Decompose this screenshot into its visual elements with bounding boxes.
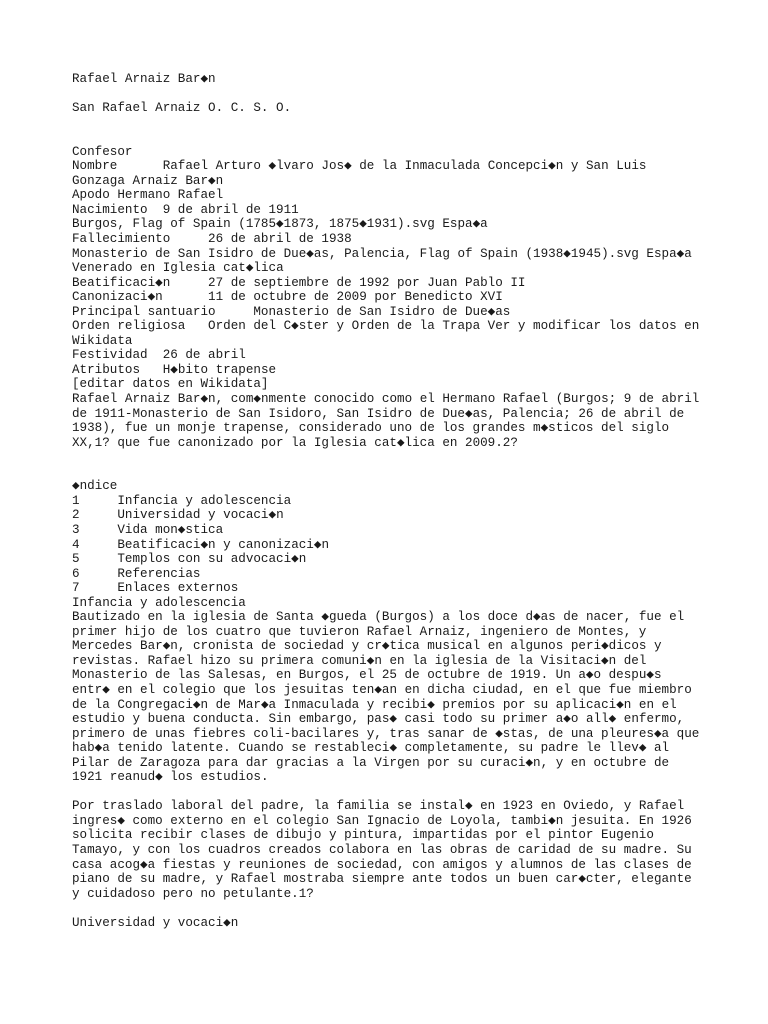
infobox-line: Apodo Hermano Rafael bbox=[72, 188, 224, 203]
blank-line bbox=[72, 130, 712, 145]
toc-item[interactable]: 3 Vida mon◆stica bbox=[72, 522, 224, 537]
toc-item[interactable]: 2 Universidad y vocaci◆n bbox=[72, 508, 284, 523]
body-paragraph-line: solicita recibir clases de dibujo y pintura, impartidas por el pintor Eugenio bbox=[72, 828, 654, 843]
section-heading: Universidad y vocaci◆n bbox=[72, 915, 239, 930]
toc-item[interactable]: 1 Infancia y adolescencia bbox=[72, 493, 292, 508]
infobox-line: Nacimiento 9 de abril de 1911 bbox=[72, 202, 299, 217]
document-body bbox=[72, 72, 712, 930]
body-paragraph-line: Por traslado laboral del padre, la familia se instal◆ en 1923 en Oviedo, y Rafael bbox=[72, 799, 685, 814]
intro-paragraph-line: Rafael Arnaiz Bar◆n, com◆nmente conocido como el Hermano Rafael (Burgos; 9 de abril bbox=[72, 392, 700, 407]
body-paragraph-line: revistas. Rafael hizo su primera comuni◆n en la iglesia de la Visitaci◆n del bbox=[72, 653, 647, 668]
doc-subtitle: San Rafael Arnaiz O. C. S. O. bbox=[72, 101, 292, 116]
intro-paragraph-line: 1938), fue un monje trapense, considerado uno de los grandes m◆sticos del siglo bbox=[72, 421, 670, 436]
infobox-line: Orden religiosa Orden del C◆ster y Orden de la Trapa Ver y modificar los datos en bbox=[72, 319, 700, 334]
intro-paragraph-line: XX,1? que fue canonizado por la Iglesia cat◆lica en 2009.2? bbox=[72, 435, 518, 450]
body-paragraph-line: Mercedes Bar◆n, cronista de sociedad y cr◆tica musical en algunos peri◆dicos y bbox=[72, 639, 662, 654]
section-heading: Infancia y adolescencia bbox=[72, 595, 246, 610]
infobox-line: Festividad 26 de abril bbox=[72, 348, 246, 363]
blank-line bbox=[72, 465, 712, 480]
toc-item[interactable]: 5 Templos con su advocaci◆n bbox=[72, 552, 307, 567]
body-paragraph-line: de la Congregaci◆n de Mar◆a Inmaculada y recibi◆ premios por su aplicaci◆n en el bbox=[72, 697, 677, 712]
body-paragraph-line: estudio y buena conducta. Sin embargo, pas◆ casi todo su primer a◆o all◆ enfermo, bbox=[72, 712, 685, 727]
infobox-line: Nombre Rafael Arturo ◆lvaro Jos◆ de la Inmaculada Concepci◆n y San Luis bbox=[72, 159, 647, 174]
blank-line bbox=[72, 116, 712, 131]
intro-paragraph-line: de 1911-Monasterio de San Isidoro, San Isidro de Due◆as, Palencia; 26 de abril de bbox=[72, 406, 685, 421]
toc-item[interactable]: 4 Beatificaci◆n y canonizaci◆n bbox=[72, 537, 330, 552]
blank-line bbox=[72, 450, 712, 465]
body-paragraph-line: Pilar de Zaragoza para dar gracias a la Virgen por su curaci◆n, y en octubre de bbox=[72, 755, 670, 770]
doc-title: Rafael Arnaiz Bar◆n bbox=[72, 72, 216, 86]
body-paragraph-line: Monasterio de las Salesas, en Burgos, el 25 de octubre de 1919. Un a◆o despu◆s bbox=[72, 668, 662, 683]
infobox-line: Principal santuario Monasterio de San Isidro de Due◆as bbox=[72, 304, 511, 319]
body-paragraph-line: entr◆ en el colegio que los jesuitas ten◆an en dicha ciudad, en el que fue miembro bbox=[72, 682, 692, 697]
infobox-heading: Confesor bbox=[72, 144, 133, 159]
infobox-line: Atributos H◆bito trapense bbox=[72, 362, 277, 377]
body-paragraph-line: piano de su madre, y Rafael mostraba siempre ante todos un buen car◆cter, elegante bbox=[72, 872, 692, 887]
infobox-line: Venerado en Iglesia cat◆lica bbox=[72, 261, 284, 276]
body-paragraph-line: Tamayo, y con los cuadros creados colabora en las obras de caridad de su madre. Su bbox=[72, 842, 692, 857]
infobox-line: Canonizaci◆n 11 de octubre de 2009 por Benedicto XVI bbox=[72, 290, 503, 305]
edit-wikidata-link[interactable]: [editar datos en Wikidata] bbox=[72, 377, 269, 392]
blank-line bbox=[72, 87, 712, 102]
body-paragraph-line: primero de unas fiebres coli-bacilares y, tras sanar de ◆stas, de una pleures◆a que bbox=[72, 726, 700, 741]
body-paragraph-line: Bautizado en la iglesia de Santa ◆gueda (Burgos) a los doce d◆as de nacer, fue el bbox=[72, 610, 685, 625]
toc-heading: ◆ndice bbox=[72, 479, 118, 494]
infobox-line: Gonzaga Arnaiz Bar◆n bbox=[72, 173, 224, 188]
body-paragraph-line: 1921 reanud◆ los estudios. bbox=[72, 770, 269, 785]
toc-item[interactable]: 6 Referencias bbox=[72, 566, 201, 581]
body-paragraph-line: y cuidadoso pero no petulante.1? bbox=[72, 886, 314, 901]
infobox-line: Fallecimiento 26 de abril de 1938 bbox=[72, 232, 352, 247]
toc-item[interactable]: 7 Enlaces externos bbox=[72, 581, 239, 596]
infobox-line: Monasterio de San Isidro de Due◆as, Palencia, Flag of Spain (1938◆1945).svg Espa◆a bbox=[72, 246, 692, 261]
body-paragraph-line: hab◆a tenido latente. Cuando se restableci◆ completamente, su padre le llev◆ al bbox=[72, 741, 670, 756]
blank-line bbox=[72, 785, 712, 800]
infobox-line: Beatificaci◆n 27 de septiembre de 1992 por Juan Pablo II bbox=[72, 275, 526, 290]
body-paragraph-line: casa acog◆a fiestas y reuniones de sociedad, con amigos y alumnos de las clases de bbox=[72, 857, 692, 872]
blank-line bbox=[72, 901, 712, 916]
body-paragraph-line: ingres◆ como externo en el colegio San Ignacio de Loyola, tambi◆n jesuita. En 1926 bbox=[72, 813, 692, 828]
infobox-line: Wikidata bbox=[72, 333, 133, 348]
infobox-line: Burgos, Flag of Spain (1785◆1873, 1875◆1931).svg Espa◆a bbox=[72, 217, 488, 232]
body-paragraph-line: primer hijo de los cuatro que tuvieron Rafael Arnaiz, ingeniero de Montes, y bbox=[72, 624, 647, 639]
